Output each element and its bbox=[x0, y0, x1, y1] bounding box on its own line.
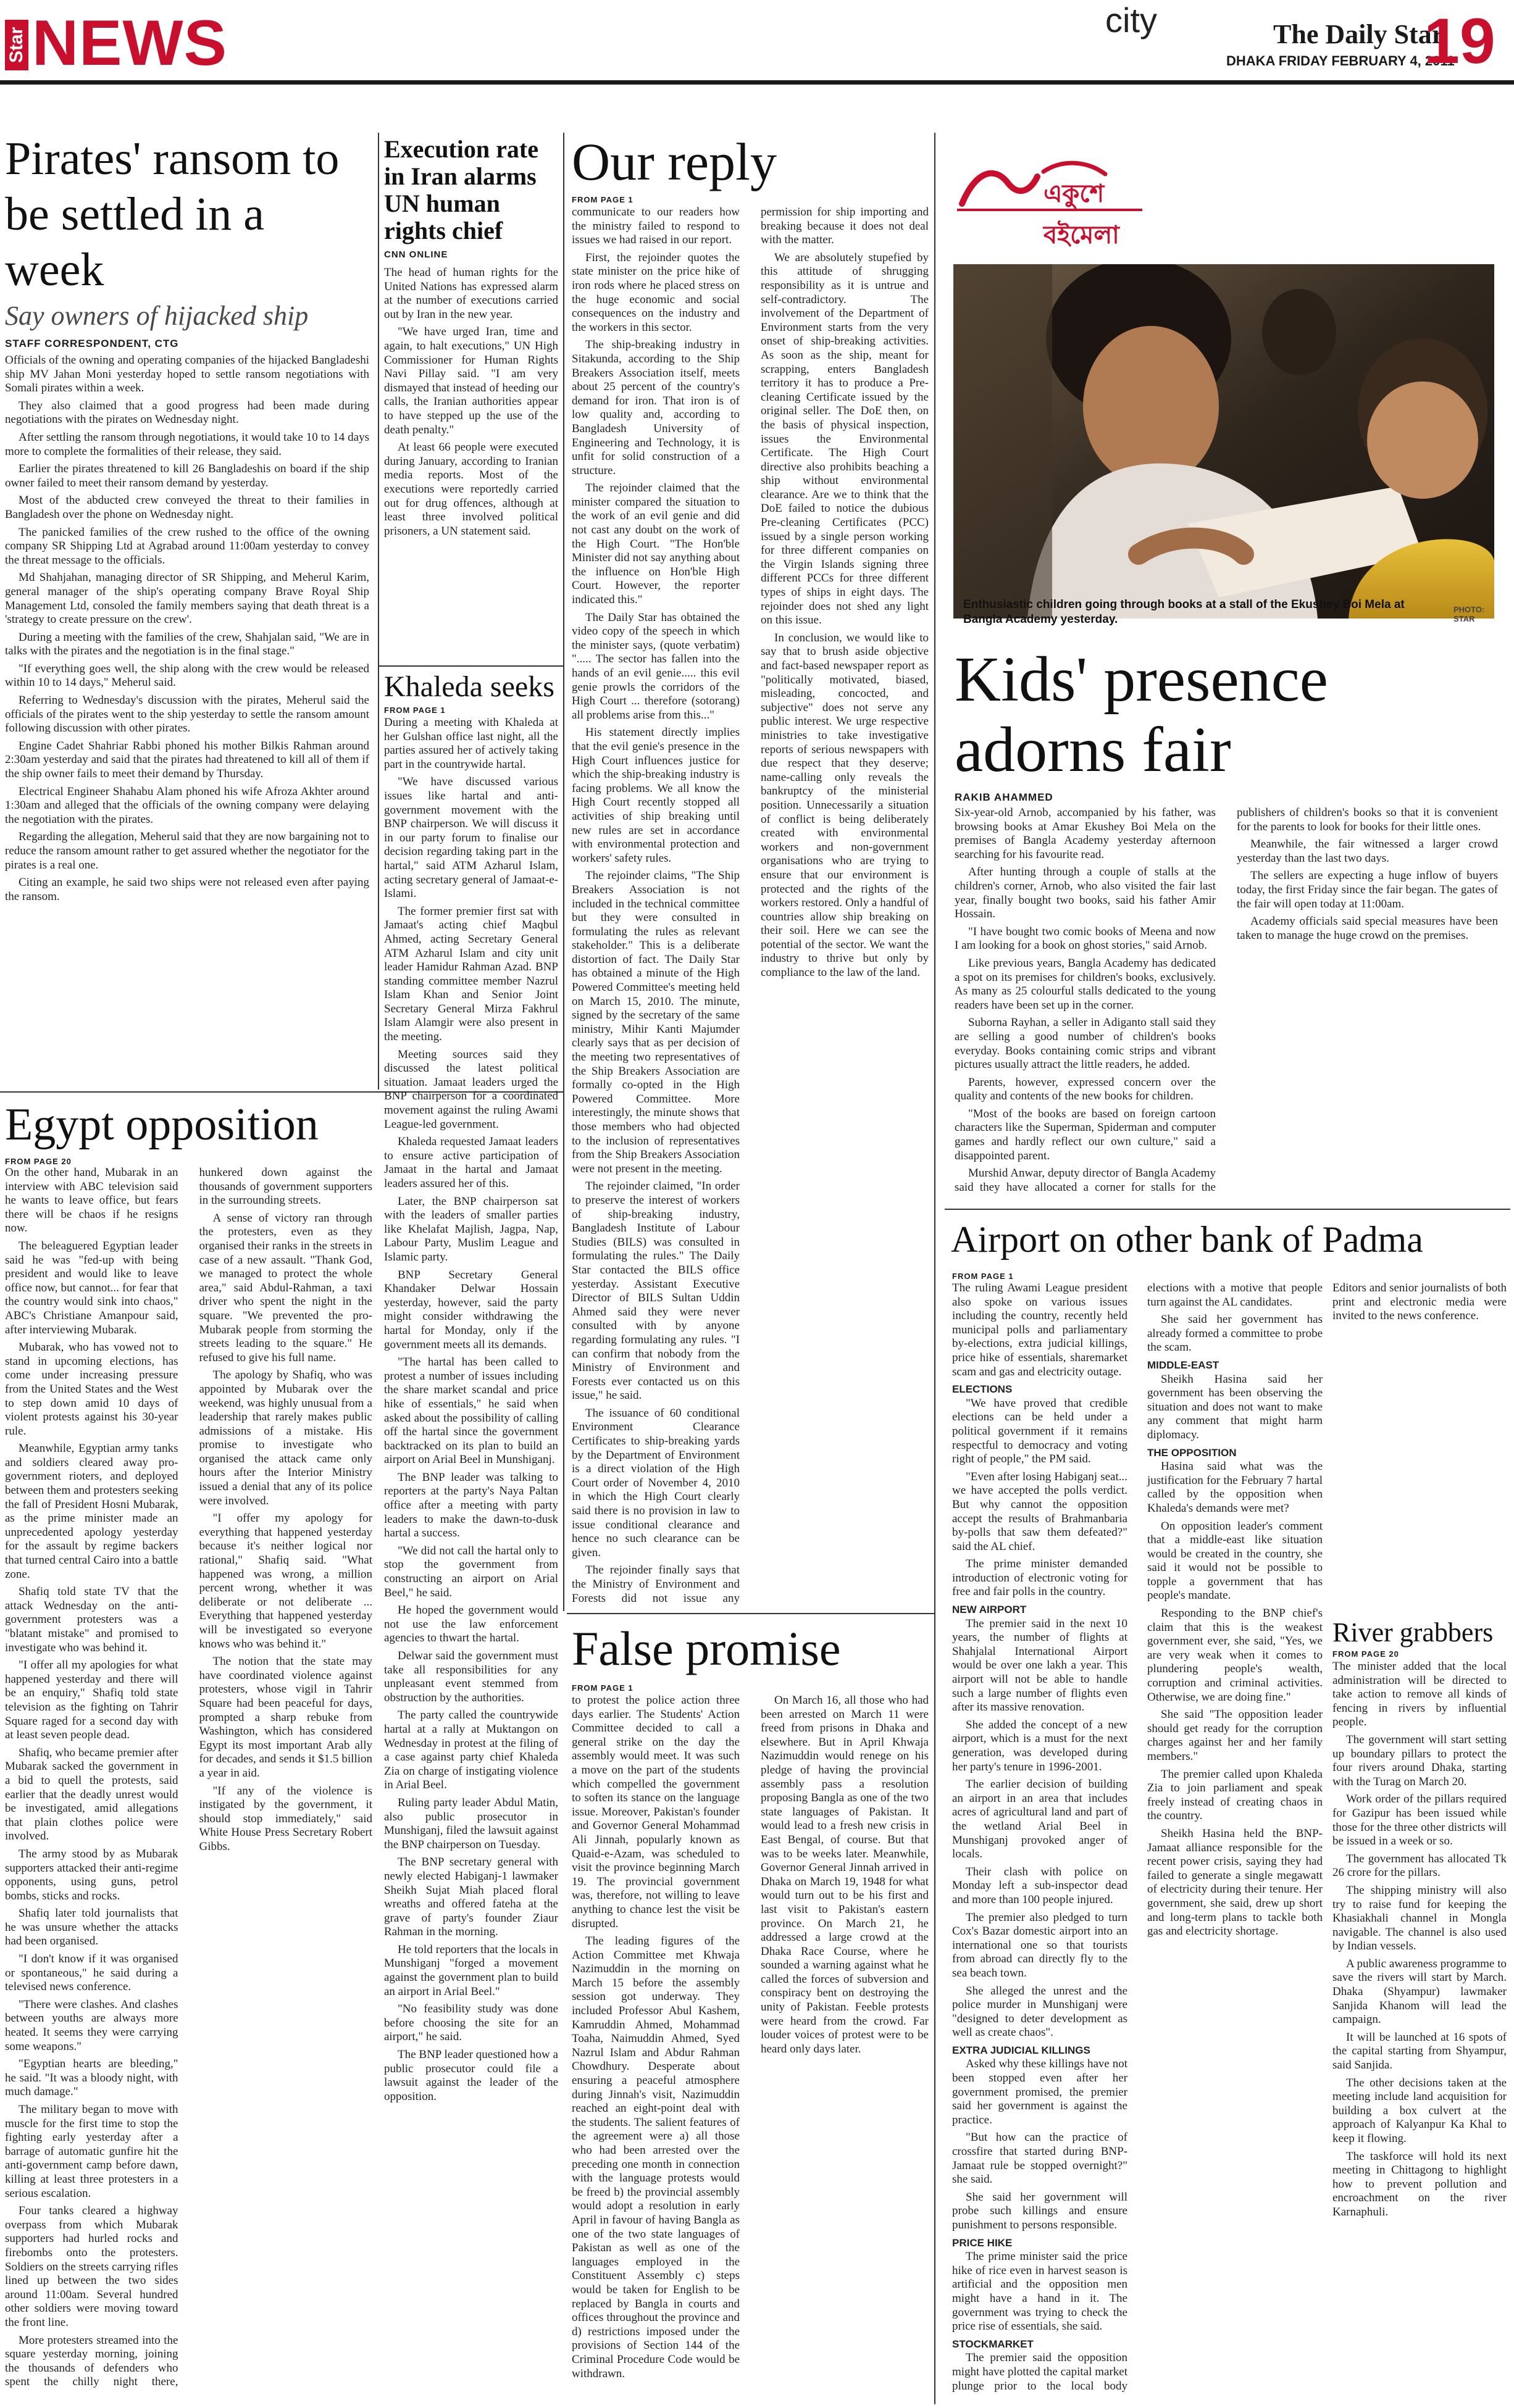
article-paragraph: Electrical Engineer Shahabu Alam phoned his wife Afroza Akhter around 1:30am and alleged that the officials of the owning company were delaying the negotiation with the pirates. bbox=[5, 785, 369, 826]
article-paragraph: Four tanks cleared a highway overpass from which Mubarak supporters had hurled rocks and firebombs onto the protesters. Soldiers on the streets carrying rifles lined up between the two sides around 11:00am. Several hundred other soldiers were moving toward the front line. bbox=[5, 2204, 178, 2329]
article-paragraph: Meanwhile, the fair witnessed a larger crowd yesterday than the last two days. bbox=[1237, 838, 1498, 865]
article-paragraph: The rejoinder claimed, "In order to preserve the interest of workers of ship-breaking industry, Bangladesh Institute of Labour Studies (BILS) was consulted in formulating the rules." The Daily Star contacted the BILS office yesterday. Assistant Executive Director of BILS Sultan Uddin Ahmed said they were never consulted with by anyone regarding formulating any rules. "I can confirm that nobody from the Ministry of Environment and Forests ever contacted us on this issue," he said. bbox=[572, 1180, 740, 1402]
article-paragraph: "We did not call the hartal only to stop the government from constructing an airport on Arial Beel," he said. bbox=[384, 1544, 558, 1599]
article-paragraph: The earlier decision of building an airport in an area that includes acres of agricultural land and part of the wetland Arial Beel in Munshiganj provoked anger of locals. bbox=[952, 1778, 1127, 1861]
article-paragraph: He told reporters that the locals in Munshiganj "forged a movement against the government plan to build an airport in Arial Beel." bbox=[384, 1943, 558, 1998]
article-paragraph: Work order of the pillars required for Gazipur has been issued while those for the three other districts will be issued in a week or so. bbox=[1332, 1793, 1507, 1848]
subhead: EXTRA JUDICIAL KILLINGS bbox=[952, 2044, 1090, 2056]
article-paragraph: First, the rejoinder quotes the state minister on the price hike of iron rods where he placed stress on the huge economic and social consequences on the industry and the workers in this sector. bbox=[572, 251, 740, 334]
subhead: PRICE HIKE bbox=[952, 2236, 1013, 2249]
fair-headline: Kids' presence adorns fair bbox=[955, 644, 1328, 785]
river-article bbox=[1332, 1617, 1507, 2407]
article-paragraph: The beleaguered Egyptian leader said he was "fed-up with being president and would like to leave office now, but cannot... for fear that the country would sink into chaos," ABC's Christiane Amanpour said, after interviewing Mubarak. bbox=[5, 1239, 178, 1336]
subhead: STOCKMARKET bbox=[952, 2338, 1034, 2350]
article-paragraph: The head of human rights for the United Nations has expressed alarm at the number of executions carried out by Iran in the new year. bbox=[384, 266, 558, 321]
pirates-body bbox=[5, 354, 369, 1070]
article-paragraph: BNP Secretary General Khandaker Delwar Hossain yesterday, however, said the party might consider withdrawing the hartal for Monday, only if the government meets all its demands. bbox=[384, 1268, 558, 1351]
article-paragraph: At least 66 people were executed during January, according to Iranian media reports. Most of the executions were reportedly carried out for drug offences, although at least three involved political prisoners, a UN statement said. bbox=[384, 441, 558, 538]
execution-article bbox=[384, 136, 558, 630]
article-paragraph: The issuance of 60 conditional Environment Clearance Certificates to ship-breaking yards by the Department of Environment is a direct violation of the High Court order of November 4, 2010 in which the High Court clearly said there is no provision in law to issue conditional clearance and hence no such clearance can be given. bbox=[572, 1406, 740, 1559]
article-paragraph: Officials of the owning and operating companies of the hijacked Bangladeshi ship MV Jahan Moni yesterday hoped to settle ransom negotiations with Somali pirates within a week. bbox=[5, 354, 369, 395]
article-paragraph: Later, the BNP chairperson sat with the leaders of smaller parties like Khelafat Majlish, Jagpa, Nap, Labour Party, Muslim League and Islamic party. bbox=[384, 1194, 558, 1264]
article-paragraph: Earlier the pirates threatened to kill 26 Bangladeshis on board if the ship owner failed to meet their ransom demand by yesterday. bbox=[5, 462, 369, 490]
article-paragraph: They also claimed that a good progress had been made during negotiations with the pirates on Wednesday night. bbox=[5, 399, 369, 427]
article-paragraph: The panicked families of the crew rushed to the office of the owning company SR Shipping Ltd at Agrabad around 11:00am yesterday to convey the threat message to the officials. bbox=[5, 525, 369, 567]
article-paragraph: The military began to move with muscle for the first time to stop the fighting early yesterday after a barrage of automatic gunfire hit the anti-government camp before dawn, killing at least three protesters in a serious escalation. bbox=[5, 2103, 178, 2200]
photo-caption: Enthusiastic children going through books at a stall of the Ekushey Boi Mela at Bangla Academy yesterday. bbox=[963, 598, 1405, 626]
article-paragraph: On the other hand, Mubarak in an interview with ABC television said he wants to leave office, but fears there will be chaos if he resigns now. bbox=[5, 1166, 178, 1235]
article-paragraph: Their clash with police on Monday left a sub-inspector dead and more than 100 people injured. bbox=[952, 1865, 1127, 1906]
article-paragraph: "We have urged Iran, time and again, to halt executions," UN High Commissioner for Human Rights Navi Pillay said. "I am very dismayed that instead of heeding our calls, the Iranian authorities appear to have stepped up the use of the death penalty." bbox=[384, 325, 558, 436]
article-paragraph: The rejoinder finally says that the Ministry of Environment and Forests did not issue any permission for ship importing and breaking because it does not deal with the matter. bbox=[572, 206, 929, 1605]
article-paragraph: Murshid Anwar, deputy director of Bangla Academy said they have allocated a corner for stalls for the publishers of children's books so that it is convenient for the parents to look for books for their little ones. bbox=[955, 806, 1498, 1194]
egypt-headline: Egypt opposition bbox=[5, 1099, 319, 1150]
article-paragraph: The premier said in the next 10 years, the number of flights at Shahjalal International Airport would be over one lakh a year. This airport will not be able to handle such a large number of flights even after its massive renovation. bbox=[952, 1617, 1127, 1714]
article-paragraph: Hasina said what was the justification for the February 7 hartal called by the opposition when Khaleda's demands were met? bbox=[1147, 1460, 1323, 1515]
subhead: ELECTIONS bbox=[952, 1383, 1013, 1396]
article-paragraph: Six-year-old Arnob, accompanied by his father, was browsing books at Amar Ekushey Boi Mela on the premises of Bangla Academy yesterday afternoon searching for his favourite read. bbox=[955, 806, 1216, 861]
article-paragraph: The notion that the state may have coordinated violence against protesters, whose vigil in Tahrir Square had been peaceful for days, prompted a sharp rebuke from Washington, which has considered Egypt its most important Arab ally for decades, and sends it $1.5 billion a year in aid. bbox=[199, 1655, 372, 1780]
article-paragraph: Editors and senior journalists of both print and electronic media were invited to the news conference. bbox=[1332, 1281, 1507, 1323]
article-paragraph: Suborna Rayhan, a seller in Adiganto stall said they are selling a good number of children's books everyday. Books containing comic strips and vibrant pictures usually attract the little readers, he added. bbox=[955, 1016, 1216, 1072]
article-paragraph: Regarding the allegation, Meherul said that they are now bargaining not to reduce the ransom amount rather to get assured whether the negotiator for the pirates is a real one. bbox=[5, 830, 369, 872]
our-reply-headline: Our reply bbox=[572, 132, 777, 191]
article-paragraph: "There were clashes. And clashes between youths are always more heated. It seems they were carrying some weapons." bbox=[5, 1998, 178, 2053]
article-paragraph: Referring to Wednesday's discussion with the pirates, Meherul said the officials of the pirates went to the ship yesterday to settle the ransom amount following discussion with other pirates. bbox=[5, 694, 369, 735]
article-paragraph: During a meeting with Khaleda at her Gulshan office last night, all the parties assured her of actively taking part in the countrywide hartal. bbox=[384, 716, 558, 771]
article-paragraph: "We have proved that credible elections can be held under a political government if it remains respectful to democracy and voting right of people," the PM said. bbox=[952, 1396, 1127, 1466]
article-paragraph: Responding to the BNP chief's claim that this is the weakest government ever, she said, "Yes, we are very weak when it comes to plundering people's wealth, corruption and criminal activities. Otherwise, we are doing fine." bbox=[1147, 1607, 1323, 1704]
execution-body bbox=[384, 266, 558, 630]
article-paragraph: The government has allocated Tk 26 crore for the pillars. bbox=[1332, 1852, 1507, 1880]
pirates-article bbox=[5, 131, 369, 1070]
pirates-byline: STAFF CORRESPONDENT, CTG bbox=[5, 338, 179, 349]
photo-credit: PHOTO: STAR bbox=[1453, 605, 1485, 623]
article-paragraph: The prime minister said the price hike of rice even in harvest season is artificial and the opposition men might have a hand in it. The government was trying to check the price rise of essentials, she said. bbox=[952, 2250, 1127, 2333]
star-logo: Star bbox=[5, 20, 28, 70]
masthead-rule bbox=[0, 80, 1514, 85]
article-paragraph: After settling the ransom through negotiations, it would take 10 to 14 days more to complete the formalities of their release, they said. bbox=[5, 430, 369, 458]
article-paragraph: "Even after losing Habiganj seat... we have accepted the polls verdict. But why cannot the opposition accept the results of Brahmanbaria by-polls that saw them defeated?" said the AL chief. bbox=[952, 1470, 1127, 1553]
pirates-subhead: Say owners of hijacked ship bbox=[5, 301, 309, 331]
paper-name: The Daily Star bbox=[1273, 19, 1444, 49]
article-paragraph: Ruling party leader Abdul Matin, also public prosecutor in Munshiganj, filed the lawsuit against the BNP chairperson on Tuesday. bbox=[384, 1796, 558, 1851]
article-paragraph: "I don't know if it was organised or spontaneous," he said during a televised news conference. bbox=[5, 1952, 178, 1994]
article-paragraph: Engine Cadet Shahriar Rabbi phoned his mother Bilkis Rahman around 2:30am yesterday and said that the pirates had threatened to kill all of them if the ship owner fails to meet their demand by Thursday. bbox=[5, 739, 369, 781]
execution-byline: CNN ONLINE bbox=[384, 249, 448, 260]
section-rule bbox=[378, 665, 563, 667]
article-paragraph: Most of the abducted crew conveyed the threat to their families in Bangladesh over the phone on Wednesday night. bbox=[5, 494, 369, 521]
fair-photo bbox=[953, 264, 1494, 619]
article-paragraph: The premier also pledged to turn Cox's Bazar domestic airport into an international one so that tourists from abroad can directly fly to the sea beach town. bbox=[952, 1910, 1127, 1980]
khaleda-headline: Khaleda seeks bbox=[384, 670, 554, 703]
article-paragraph: The BNP leader questioned how a public prosecutor could file a lawsuit against the leader of the opposition. bbox=[384, 2048, 558, 2103]
false-promise-from: FROM PAGE 1 bbox=[572, 1683, 634, 1693]
article-paragraph: The ruling Awami League president also spoke on various issues including the country, recently held municipal polls and parliamentary by-elections, extra judicial killings, price hike of essentials, sharemarket scam and gas and electricity outage. bbox=[952, 1281, 1127, 1378]
pirates-headline: Pirates' ransom to be settled in a week bbox=[5, 133, 340, 296]
subhead: MIDDLE-EAST bbox=[1147, 1359, 1219, 1371]
fair-article bbox=[955, 644, 1498, 1201]
our-reply-body bbox=[572, 206, 929, 1607]
egypt-article bbox=[5, 1099, 372, 2394]
section-rule bbox=[567, 1613, 934, 1614]
article-paragraph: The rejoinder claims, "The Ship Breakers Association is not included in the technical committee but they were consulted in formulating the rules as relevant stakeholder." This is a deliberate distortion of fact. The Daily Star has obtained a minute of the High Powered Committee's meeting held on March 15, 2010. The minute, signed by the secretary of the same ministry, Mihir Kanti Majumder clearly says that as per decision of the meeting two representatives of the Ship Breakers Association are formally co-opted in the High Powered Committee. More interestingly, the minute shows that those members who had objected to the inclusion of representatives from the Ship Breakers Association were not present in the meeting. bbox=[572, 869, 740, 1175]
article-paragraph: The apology by Shafiq, who was appointed by Mubarak over the weekend, was highly unusual from a leadership that rarely makes public admissions of a mistake. His promise to investigate who organised the attack came only hours after the Interior Ministry issued a denial that any of its police were involved. bbox=[199, 1369, 372, 1507]
ekushey-boi-mela-logo bbox=[951, 147, 1155, 249]
article-paragraph: A public awareness programme to save the rivers will start by March. Dhaka (Shyampur) lawmaker Sanjida Khanom will lead the campaign. bbox=[1332, 1957, 1507, 2027]
airport-from: FROM PAGE 1 bbox=[952, 1272, 1014, 1281]
article-paragraph: In conclusion, we would like to say that to brush aside objective and fact-based newspaper report as "politically motivated, biased, misleading, concocted, and subjective" does not serve any public interest. We urge respective ministries to take investigative reports of serious newspapers with due respect that they deserve; name-calling only reveals the bankruptcy of the ministerial position. Unnecessarily a situation of conflict is being deliberately created with environmental workers and non-government organisations who are trying to ensure that our environment is protected and the rights of the workers restored. Only a handful of countries allow ship breaking on their soil. Here we can see the potential of the sector. We want the industry to thrive but only by compliance to the law of the land. bbox=[761, 631, 929, 980]
article-paragraph: She added the concept of a new airport, which is a must for the next generation, was developed during her party's tenure in 1996-2001. bbox=[952, 1718, 1127, 1773]
column-rule bbox=[378, 133, 379, 1089]
column-rule bbox=[934, 133, 935, 2404]
article-paragraph: to protest the police action three days earlier. The Students' Action Committee decided to call a general strike on the day the assembly would meet. It was such a move on the part of the students which compelled the government to soften its stance on the language issue. Moreover, Pakistan's founder and Governor General Mohammad Ali Jinnah, popularly known as Quaid-e-Azam, was scheduled to visit the province beginning March 19. The provincial government was, therefore, not willing to leave anything to chance lest the visit be disrupted. bbox=[572, 1694, 740, 1930]
article-paragraph: Citing an example, he said two ships were not released even after paying the ransom. bbox=[5, 876, 369, 903]
article-paragraph: "We have discussed various issues like hartal and anti-government movement with the BNP chairperson. We will discuss it in our party forum to finalise our decision regarding taking part in the hartal," said ATM Azharul Islam, acting secretary general of Jamaat-e-Islami. bbox=[384, 775, 558, 901]
article-paragraph: The premier called upon Khaleda Zia to join parliament and speak freely instead of creating chaos in the country. bbox=[1147, 1767, 1323, 1823]
article-paragraph: "I offer all my apologies for what happened yesterday and there will be an enquiry," Shafiq told state television as the fighting on Tahrir Square raged for a second day with at least seven people dead. bbox=[5, 1659, 178, 1742]
river-body bbox=[1332, 1660, 1507, 2407]
article-paragraph: Shafiq later told journalists that he was unsure whether the attacks had been organised. bbox=[5, 1907, 178, 1948]
article-paragraph: "If everything goes well, the ship along with the crew would be released within 10 to 14 days," Meherul said. bbox=[5, 662, 369, 689]
subhead: THE OPPOSITION bbox=[1147, 1446, 1237, 1459]
article-paragraph: The sellers are expecting a huge inflow of buyers today, the first Friday since the fair began. The gates of the fair will open today at 11:00am. bbox=[1237, 869, 1498, 910]
section-rule bbox=[945, 1209, 1510, 1210]
article-paragraph: The former premier first sat with Jamaat's acting chief Maqbul Ahmed, acting Secretary General ATM Azharul Islam and city unit leader Hamidur Rahman Azad. BNP standing committee member Nazrul Islam Khan and Senior Joint Secretary General Mirza Fakhrul Islam Alamgir were also present in the meeting. bbox=[384, 904, 558, 1044]
article-paragraph: Parents, however, expressed concern over the quality and contents of the new books for children. bbox=[955, 1075, 1216, 1103]
article-paragraph: On opposition leader's comment that a middle-east like situation would be created in the country, she said it would not be possible to topple a government that has people's mandate. bbox=[1147, 1519, 1323, 1602]
article-paragraph: The prime minister demanded introduction of electronic voting for free and fair polls in the country. bbox=[952, 1557, 1127, 1599]
article-paragraph: Mubarak, who has vowed not to stand in upcoming elections, has come under increasing pressure from the United States and the West to step down amid 10 days of violent protests against his 30-year rule. bbox=[5, 1341, 178, 1438]
khaleda-article bbox=[384, 670, 558, 2395]
article-paragraph: The Daily Star has obtained the video copy of the speech in which the minister says, (quote verbatim) "..... The sector has fallen into the hands of an evil genie..... this evil genie prowls the corridors of the High Court ... therefore (sotorang) all problems arise from this..." bbox=[572, 610, 740, 722]
our-reply-article bbox=[572, 131, 929, 1607]
egypt-body bbox=[5, 1166, 372, 2394]
false-promise-headline: False promise bbox=[572, 1622, 841, 1675]
article-paragraph: Sheikh Hasina held the BNP-Jamaat alliance responsible for the recent power crisis, saying they had failed to generate a single megawatt of electricity during their tenure. Her government, she said, drew up short and long-term plans to tackle both gas and electricity shortage. bbox=[1147, 1827, 1323, 1938]
false-promise-body bbox=[572, 1694, 929, 2408]
article-paragraph: "Egyptian hearts are bleeding," he said. "It was a bloody night, with much damage." bbox=[5, 2057, 178, 2099]
article-paragraph: Like previous years, Bangla Academy has dedicated a spot on its premises for children's books, exclusively. As many as 25 colourful stalls dedicated to the young readers have been set up in the corner. bbox=[955, 956, 1216, 1012]
article-paragraph: "I have bought two comic books of Meena and now I am looking for a book on ghost stories," said Arnob. bbox=[955, 925, 1216, 952]
article-paragraph: "The hartal has been called to protest a number of issues including the share market scandal and price hike of essentials," he said when asked about the possibility of calling off the hartal since the government backtracked on its plan to build an airport on Arial Beel in Munshiganj. bbox=[384, 1356, 558, 1467]
article-paragraph: The BNP secretary general with newly elected Habiganj-1 lawmaker Sheikh Sujat Miah placed floral wreaths and offered fateha at the grave of party's founder Ziaur Rahman in the morning. bbox=[384, 1856, 558, 1939]
article-paragraph: A sense of victory ran through the protesters, even as they organised their ranks in the streets in case of a new assault. "Thank God, we managed to protect the whole area," said Abdul-Rahman, a taxi driver who spent the night in the square. "We prevented the pro-Mubarak people from storming the streets leading to the square." He refused to give his full name. bbox=[199, 1211, 372, 1364]
article-paragraph: She said "The opposition leader should get ready for the corruption charges against her and her family members." bbox=[1147, 1708, 1323, 1763]
egypt-from: FROM PAGE 20 bbox=[5, 1157, 72, 1166]
article-paragraph: "Most of the books are based on foreign cartoon characters like the Superman, Spiderman and computer games and hardly reflect our own culture," said a disappointed parent. bbox=[955, 1107, 1216, 1162]
article-paragraph: The government will start setting up boundary pillars to protect the four rivers around Dhaka, starting with the Turag on March 20. bbox=[1332, 1733, 1507, 1788]
subhead: NEW AIRPORT bbox=[952, 1604, 1027, 1616]
khaleda-body bbox=[384, 716, 558, 2395]
article-paragraph: The party called the countrywide hartal at a rally at Muktangon on Wednesday in protest at the filing of a case against party chief Khaleda Zia on charge of instigating violence in Arial Beel. bbox=[384, 1709, 558, 1792]
airport-headline: Airport on other bank of Padma bbox=[951, 1219, 1423, 1260]
airport-body bbox=[952, 1281, 1323, 2402]
article-paragraph: The leading figures of the Action Committee met Khwaja Nazimuddin in the morning on March 15 before the assembly session got underway. They included Professor Abul Kashem, Kamruddin Ahmed, Mohammad Toaha, Naimuddin Ahmed, Syed Nazrul Islam and Abdur Rahman Chowdhury. Desperate about ensuring a peaceful atmosphere during Jinnah's visit, Nazimuddin reached an eight-point deal with the students. The salient features of the agreement were a) all those who had been arrested over the preceding one month in connection with the language protests would be freed b) the provincial assembly would adopt a resolution in early April in favour of having Bangla as one of the two state languages of Pakistan as well as one of the languages employed in the Constituent Assembly c) steps would be taken for English to be replaced by Bangla in courts and offices throughout the province and d) restrictions imposed under the provisions of Section 144 of the Criminal Procedure Code would be withdrawn. bbox=[572, 1935, 740, 2380]
article-paragraph: Delwar said the government must take all responsibilities for any unpleasant event stemmed from obstruction by the authorities. bbox=[384, 1649, 558, 1704]
article-paragraph: More protesters streamed into the square yesterday morning, joining the thousands of defenders who spent the chilly night there, hunkered down against the thousands of government supporters in the surrounding streets. bbox=[5, 1166, 372, 2389]
river-headline: River grabbers bbox=[1332, 1617, 1494, 1648]
article-paragraph: Khaleda requested Jamaat leaders to ensure active participation of Jamaat in the hartal and Jamaat leaders assured her of this. bbox=[384, 1135, 558, 1190]
article-paragraph: "I offer my apology for everything that happened yesterday because it's neither logical nor rational," Shafiq said. "What happened was wrong, a million percent wrong, whether it was deliberate or not deliberate ... Everything that happened yesterday will be investigated so everyone knows who was behind it." bbox=[199, 1512, 372, 1651]
khaleda-from: FROM PAGE 1 bbox=[384, 706, 446, 715]
article-paragraph: She said her government will probe such killings and ensure punishment to persons responsible. bbox=[952, 2190, 1127, 2231]
dateline: DHAKA FRIDAY FEBRUARY 4, 2011 bbox=[1226, 53, 1455, 69]
execution-headline: Execution rate in Iran alarms UN human rights chief bbox=[384, 135, 538, 244]
article-paragraph: The other decisions taken at the meeting include land acquisition for building a box culvert at the approach of Kalyanpur Ka Khal to keep it flowing. bbox=[1332, 2076, 1507, 2145]
article-paragraph: It will be launched at 16 spots of the capital starting from Shyampur, said Sanjida. bbox=[1332, 2030, 1507, 2072]
article-paragraph: She alleged the unrest and the police murder in Munshiganj were "designed to deter development as well as create chaos". bbox=[952, 1984, 1127, 2039]
article-paragraph: During a meeting with the families of the crew, Shahjalan said, "We are in talks with the pirates and the negotiation is in the final stage." bbox=[5, 630, 369, 658]
article-paragraph: We are absolutely stupefied by this attitude of shrugging responsibility as it is untrue and self-contradictory. The involvement of the Department of Environment starts from the very onset of ship-breaking activities. As soon as the ship, meant for scrapping, enters Bangladesh territory it has to produce a Pre-cleaning Certificate issued by the original seller. The DoE then, on the basis of physical inspection, issues the Environmental Certificate. The High Court directive also prohibits beaching a ship without environmental clearance. Are we to think that the DoE failed to notice the dubious Pre-cleaning Certificates (PCC) issued by a single person working for three different companies on the Virgin Islands signing three different PCCs for three different types of ships in eight days. The rejoinder does not shed any light on this issue. bbox=[761, 251, 929, 627]
article-paragraph: The minister added that the local administration will be directed to take action to remove all kinds of fencing in rivers by influential people. bbox=[1332, 1660, 1507, 1729]
children-reading-photo bbox=[953, 264, 1494, 619]
our-reply-from: FROM PAGE 1 bbox=[572, 195, 634, 204]
article-paragraph: Shafiq, who became premier after Mubarak sacked the government in a bid to quell the protests, said earlier that the deadly unrest would be investigated, amid allegations that plain clothes police were involved. bbox=[5, 1746, 178, 1843]
fair-body bbox=[955, 806, 1498, 1201]
article-paragraph: Academy officials said special measures have been taken to manage the huge crowd on the premises. bbox=[1237, 915, 1498, 942]
section-title: NEWS bbox=[32, 7, 227, 79]
article-paragraph: On March 16, all those who had been arrested on March 11 were freed from prisons in Dhaka and elsewhere. But in April Khwaja Nazimuddin would renege on his pledge of having the provincial assembly pass a resolution proposing Bangla as one of the two state languages of Pakistan. It would lead to a fresh new crisis in East Bengal, of course. But that was to be weeks later. Meanwhile, Governor General Jinnah arrived in Dhaka on March 19, 1948 for what would turn out to be his first and last visit to Pakistan's eastern province. On March 21, he addressed a large crowd at the Dhaka Race Course, where he sounded a warning against what he called the forces of subversion and conspiracy bent on destroying the unity of Pakistan. Feeble protests were heard from the crowd. Far louder voices of protest were to be heard only days later. bbox=[761, 1694, 929, 2056]
article-paragraph: The shipping ministry will also try to raise fund for keeping the Khasiakhali channel in Mongla navigable. The channel is also used by Indian vessels. bbox=[1332, 1883, 1507, 1953]
article-paragraph: Meanwhile, Egyptian army tanks and soldiers cleared away pro-government rioters, and deployed between them and protesters seeking the fall of President Hosni Mubarak, as the prime minister made an unprecedented apology yesterday for the assault by regime backers that turned central Cairo into a battle zone. bbox=[5, 1442, 178, 1581]
article-paragraph: The taskforce will hold its next meeting in Chittagong to highlight how to prevent pollution and encroachment on the river Karnaphuli. bbox=[1332, 2149, 1507, 2218]
river-from: FROM PAGE 20 bbox=[1332, 1649, 1399, 1659]
page-number: 19 bbox=[1424, 6, 1495, 77]
article-paragraph: The army stood by as Mubarak supporters attacked their anti-regime opponents, using guns, petrol bombs, sticks and rocks. bbox=[5, 1847, 178, 1902]
article-paragraph: The rejoinder claimed that the minister compared the situation to the work of an evil genie and did not cast any doubt on the work of the High Court. "The Hon'ble Minister did not say anything about the influence on Hon'ble High Court. However, the reporter indicated this." bbox=[572, 481, 740, 607]
article-paragraph: Meeting sources said they discussed the latest political situation. Jamaat leaders urged the BNP chairperson for a coordinated movement against the ruling Awami League-led government. bbox=[384, 1048, 558, 1131]
article-paragraph: communicate to our readers how the ministry failed to respond to issues we had raised in our report. bbox=[572, 206, 740, 247]
airport-body-continued bbox=[1332, 1281, 1507, 1615]
article-paragraph: "No feasibility study was done before choosing the site for an airport," he said. bbox=[384, 2002, 558, 2044]
airport-article bbox=[951, 1217, 1504, 1262]
fair-byline: RAKIB AHAMMED bbox=[955, 791, 1053, 803]
article-paragraph: The BNP leader was talking to reporters at the party's Naya Paltan office after a meeting with party leaders to make the dawn-to-dusk hartal a success. bbox=[384, 1470, 558, 1540]
false-promise-article bbox=[572, 1620, 929, 2408]
article-paragraph: Asked why these killings have not been stopped even after her government promised, the premier said her government is against the practice. bbox=[952, 2057, 1127, 2127]
article-paragraph: After hunting through a couple of stalls at the children's corner, Arnob, who also visited the fair last year, finally bought two books, said his father Amir Hossain. bbox=[955, 865, 1216, 921]
article-paragraph: Shafiq told state TV that the attack Wednesday on the anti-government protesters was a "blatant mistake" and promised to investigate who was behind it. bbox=[5, 1585, 178, 1654]
article-paragraph: Sheikh Hasina said her government has been observing the situation and does not want to make any comment that might harm diplomacy. bbox=[1147, 1372, 1323, 1441]
article-paragraph: He hoped the government would not use the law enforcement agencies to thwart the hartal. bbox=[384, 1604, 558, 1645]
article-paragraph: The ship-breaking industry in Sitakunda, according to the Ship Breakers Association itself, meets about 25 percent of the country's demand for iron. That iron is of low quality and, according to Bangladesh University of Engineering and Technology, it is unfit for solid construction of a structure. bbox=[572, 338, 740, 477]
article-paragraph: "But how can the practice of crossfire that started during BNP-Jamaat rule be stopped overnight?" she said. bbox=[952, 2131, 1127, 2186]
article-paragraph: "If any of the violence is instigated by the government, it should stop immediately," said White House Press Secretary Robert Gibbs. bbox=[199, 1784, 372, 1853]
article-paragraph: The premier said the opposition might have plotted the capital market plunge prior to the local body elections with a motive that people turn against the AL candidates. bbox=[952, 1281, 1323, 2393]
boi-mela-logo-text: একুশে বইমেলা bbox=[1043, 180, 1119, 249]
article-paragraph: His statement directly implies that the evil genie's presence in the High Court influences justice for which the ship-breaking industry is facing problems. We all know the High Court recently stopped all activities of ship breaking until new rules are set in accordance with environmental protection and workers' safety rules. bbox=[572, 726, 740, 865]
article-paragraph: Md Shahjahan, managing director of SR Shipping, and Meherul Karim, general manager of the ship's operating company Brave Royal Ship Management Ltd, consoled the family members saying that death threat is a 'strategy to create pressure on the crew'. bbox=[5, 571, 369, 627]
column-rule bbox=[563, 133, 564, 1611]
article-paragraph: She said her government has already formed a committee to probe the scam. bbox=[1147, 1313, 1323, 1354]
city-label: city bbox=[1105, 1, 1157, 40]
